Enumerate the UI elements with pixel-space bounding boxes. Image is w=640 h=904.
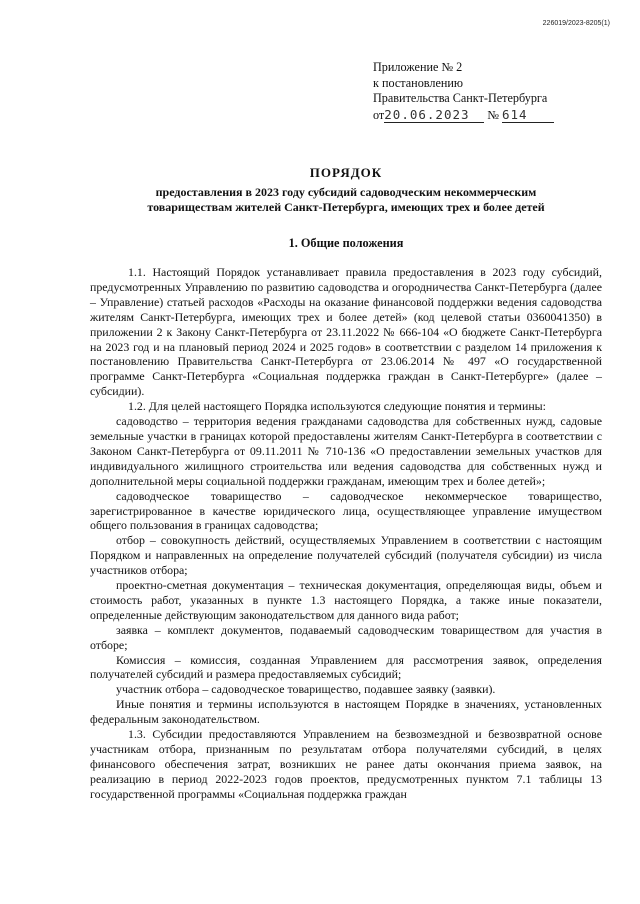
paragraph-1-2: 1.2. Для целей настоящего Порядка используются следующие понятия и термины: [128,399,546,414]
term-selection: отбор – совокупность действий, осуществляемых Управлением в соответствии с настоящим Порядком и направленных на определение получателей субсидий (получателя субсидии) из числа участников отбора; [90,533,602,578]
resolution-number: 614 [502,107,554,124]
term-application: заявка – комплект документов, подаваемый садоводческим товариществом для участия в отборе; [90,622,602,652]
term-project-documentation: проектно-сметная документация – техническая документация, определяющая виды, объем и стоимость работ, указанных в пункте 1.3 настоящего Порядка, а также иные показатели, определенные действующим законодательством для данного вида работ; [90,578,602,622]
document-body [90,265,602,802]
document-title [90,164,602,214]
other-terms-note: Иные понятия и термины используются в настоящем Порядке в значениях, установленных федеральным законодательством. [90,697,602,727]
appendix-government-line: Правительства Санкт-Петербурга [373,91,548,106]
appendix-date-line [373,107,613,124]
paragraph-1-1: 1.1. Настоящий Порядок устанавливает правила предоставления в 2023 году субсидий, предусмотренных Управлению по развитию садоводства и огородничества Санкт-Петербурга (далее – Управление) статьей расходов «Расходы на оказание финансовой поддержки ведения садоводства жителям Санкт-Петербурга, имеющих трех и более детей» (код целевой статьи 0360041350) в приложении 2 к Закону Санкт-Петербурга от 23.11.2022 № 666-104 «О бюджете Санкт-Петербурга на 2023 год и на плановый период 2024 и 2025 годов» в соответствии с разделом 14 приложения к постановлению Правительства Санкт-Петербурга от 23.06.2014 № 497 «О государственной программе Санкт-Петербурга «Социальная поддержка граждан в Санкт-Петербурге» (далее – субсидии). [90,265,602,399]
term-participant: участник отбора – садоводческое товарищество, подавшее заявку (заявки). [116,682,496,697]
appendix-title: Приложение № 2 [373,60,463,74]
appendix-block [373,60,613,123]
document-registration-number: 226019/2023-8205(1) [542,20,610,27]
resolution-date: 20.06.2023 [384,107,484,124]
title-heading: ПОРЯДОК [309,165,383,180]
term-gardening: садоводство – территория ведения гражданами садоводства для собственных нужд, садовые земельные участки в границах которой предоставлены жителям Санкт-Петербурга в соответствии с Законом Санкт-Петербурга от 09.11.2011 № 710-136 «О предоставлении земельных участков для индивидуального жилищного строительства или ведения садоводства для собственных нужд и дополнительной меры социальной поддержки гражданам, имеющим трех и более детей»; [90,414,602,488]
date-prefix: от [373,107,385,122]
paragraph-1-3: 1.3. Субсидии предоставляются Управлением на безвозмездной и безвозвратной основе участникам отбора, признанным по результатам отбора получателями субсидий, в целях финансового обеспечения затрат, возникших не ранее даты окончания приема заявок, на реализацию в период 2022-2023 годов проектов, предусмотренных пунктом 7.1 таблицы 13 государственной программы «Социальная поддержка граждан [90,727,602,801]
term-commission: Комиссия – комиссия, созданная Управлением для рассмотрения заявок, определения получателей субсидий и размера предоставляемых субсидий; [90,652,602,682]
title-subtitle-line-2: товариществам жителей Санкт-Петербурга, имеющих трех и более детей [147,199,545,214]
term-partnership: садоводческое товарищество – садоводческое некоммерческое товарищество, зарегистрированное в качестве юридического лица, осуществляющее управление имуществом общего пользования в границах садоводства; [90,488,602,533]
title-subtitle-line-1: предоставления в 2023 году субсидий садоводческим некоммерческим [155,185,537,199]
section-heading: 1. Общие положения [288,236,404,250]
number-prefix: № [487,107,499,122]
appendix-resolution-line: к постановлению [373,75,464,90]
